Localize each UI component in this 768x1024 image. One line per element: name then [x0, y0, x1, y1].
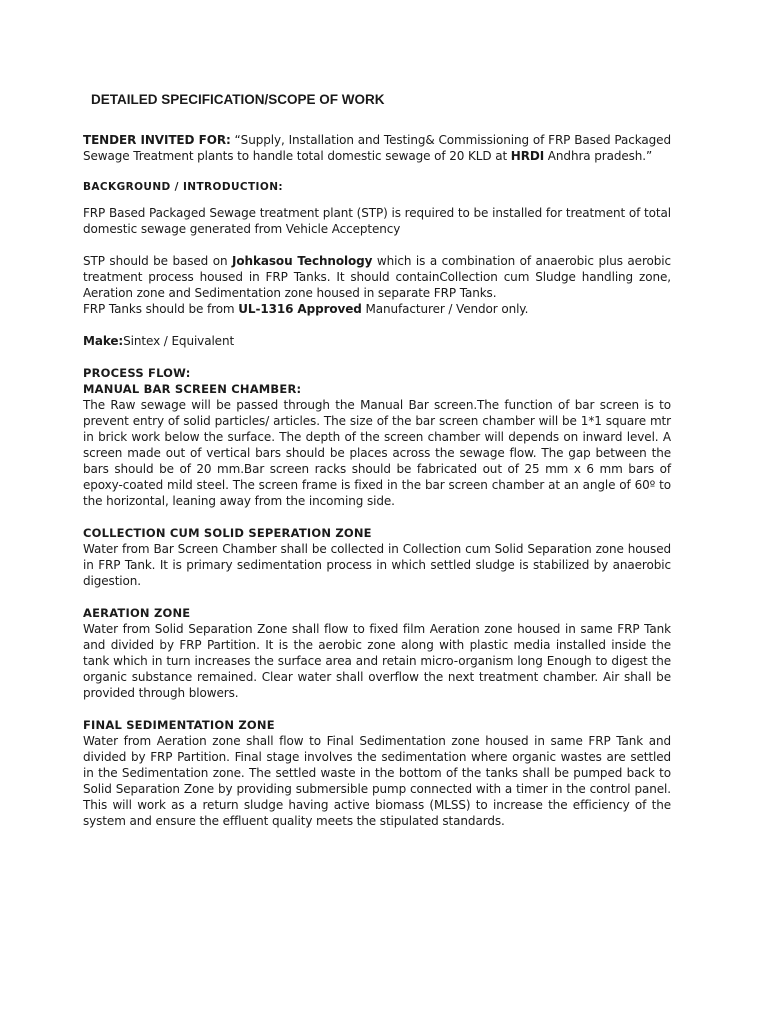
- background-paragraph-3: [83, 301, 671, 317]
- make-label: Make:: [83, 334, 124, 348]
- document-page: [83, 92, 671, 845]
- background-p2-text-2: which is a combination of anaerobic plus aerobic treatment process housed in FRP Tanks. It should containCollection cum Sludge handling zone, Aeration zone and Sedimentation zone housed in separate FRP Tanks.: [83, 254, 672, 300]
- process-flow-heading: PROCESS FLOW:: [83, 366, 191, 380]
- section-body-bar-screen: The Raw sewage will be passed through the Manual Bar screen.The function of bar screen is to prevent entry of solid particles/ articles. The size of the bar screen chamber will be 1*1 square mtr in brick work below the surface. The depth of the screen chamber will depends on inward level. A screen made out of vertical bars should be places across the sewage flow. The gap between the bars should be of 20 mm.Bar screen racks should be fabricated out of 25 mm x 6 mm bars of epoxy-coated mild steel. The screen frame is fixed in the bar screen chamber at an angle of 60º to the horizontal, leaning away from the incoming side.: [83, 398, 671, 508]
- section-body-aeration: Water from Solid Separation Zone shall flow to fixed film Aeration zone housed in same FRP Tank and divided by FRP Partition. It is the aerobic zone along with plastic media installed inside the tank which in turn increases the surface area and retain micro-organism long Enough to digest the organic substance remained. Clear water shall overflow the next treatment chamber. Air shall be provided through blowers.: [83, 622, 671, 700]
- section-heading-aeration: AERATION ZONE: [83, 606, 191, 620]
- background-p3-text-1: FRP Tanks should be from: [83, 302, 239, 316]
- section-heading-collection: COLLECTION CUM SOLID SEPERATION ZONE: [83, 526, 372, 540]
- tender-location: HRDI: [510, 149, 545, 163]
- section-heading-final-sedimentation: FINAL SEDIMENTATION ZONE: [83, 718, 275, 732]
- background-heading: BACKGROUND / INTRODUCTION:: [83, 181, 283, 193]
- background-paragraph-1: FRP Based Packaged Sewage treatment plant (STP) is required to be installed for treatment of total domestic sewage generated from Vehicle Acceptency: [83, 206, 671, 236]
- background-p2-text-1: STP should be based on: [83, 254, 233, 268]
- section-heading-bar-screen: MANUAL BAR SCREEN CHAMBER:: [83, 382, 302, 396]
- section-body-collection: Water from Bar Screen Chamber shall be collected in Collection cum Solid Separation zone housed in FRP Tank. It is primary sedimentation process in which settled sludge is stabilized by anaerobic digestion.: [83, 542, 671, 588]
- background-p3-text-2: Manufacturer / Vendor only.: [361, 302, 529, 316]
- section-body-final-sedimentation: Water from Aeration zone shall flow to Final Sedimentation zone housed in same FRP Tank and divided by FRP Partition. Final stage involves the sedimentation where organic wastes are settled in the Sedimentation zone. The settled waste in the bottom of the tanks shall be pumped back to Solid Separation Zone by providing submersible pump connected with a timer in the control panel. This will work as a return sludge having active biomass (MLSS) to increase the efficiency of the system and ensure the effluent quality meets the stipulated standards.: [83, 734, 671, 828]
- background-paragraph-2: [83, 253, 671, 301]
- tender-paragraph: [83, 132, 671, 164]
- tender-text-2: Andhra pradesh.”: [544, 149, 653, 163]
- make-value: Sintex / Equivalent: [123, 334, 235, 348]
- document-title: DETAILED SPECIFICATION/SCOPE OF WORK: [91, 92, 385, 107]
- tender-text-1: “Supply, Installation and Testing& Commissioning of FRP Based Packaged Sewage Treatment plants to handle total domestic sewage of 20 KLD at: [83, 133, 671, 163]
- make-line: [83, 333, 671, 349]
- tender-label: TENDER INVITED FOR:: [83, 133, 231, 147]
- approval-standard: UL-1316 Approved: [238, 302, 362, 316]
- technology-name: Johkasou Technology: [232, 254, 373, 268]
